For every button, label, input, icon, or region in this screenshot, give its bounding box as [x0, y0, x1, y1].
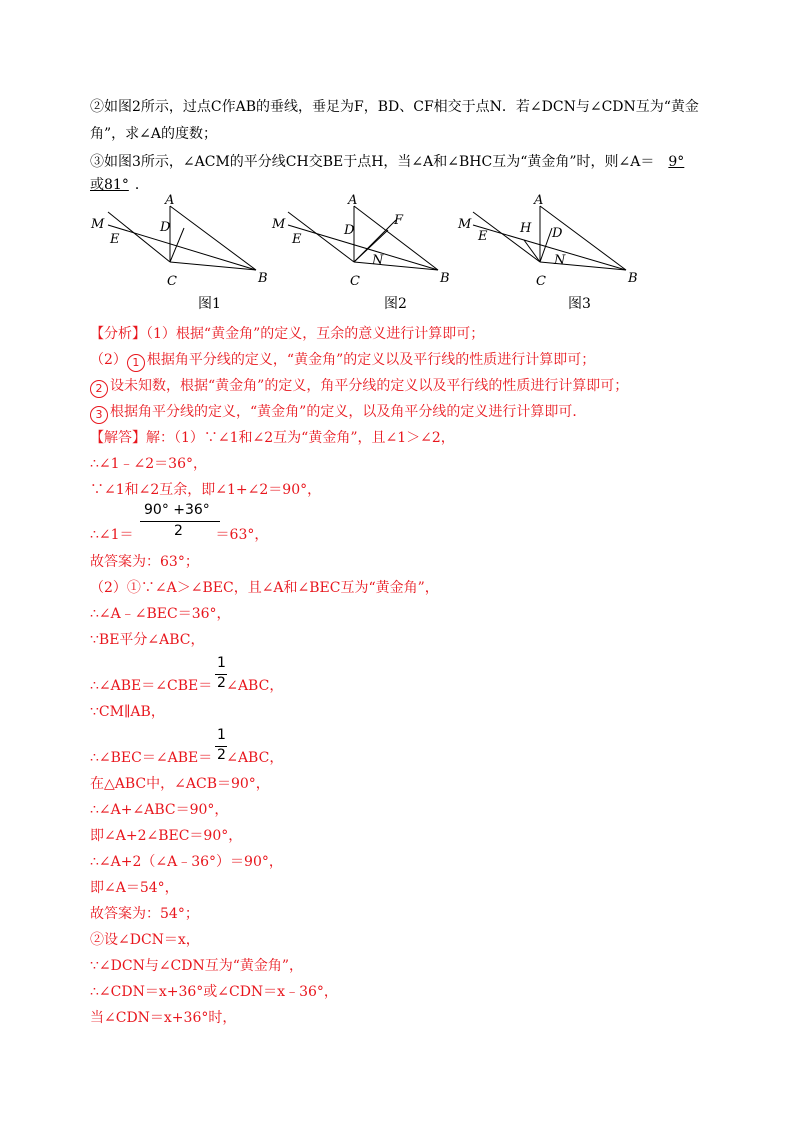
caption-fig-3: 图3: [568, 296, 591, 312]
fraction-90-plus-36-over-2: 90° +36° 2: [140, 502, 224, 546]
figure-2: [288, 206, 438, 270]
solution-line-6: （2）①∵∠A＞∠BEC，且∠A和∠BEC互为“黄金角”，: [90, 580, 439, 596]
svg-text:N: N: [372, 253, 384, 268]
solution-line-18: ②设∠DCN＝x，: [90, 932, 200, 948]
solution-line-15: ∴∠A+2（∠A﹣36°）＝90°，: [90, 854, 283, 870]
solution-line-19: ∵∠DCN与∠CDN互为“黄金角”，: [90, 958, 304, 974]
solution-line-1: 【解答】解：（1）∵∠1和∠2互为“黄金角”，且∠1＞∠2，: [90, 430, 455, 446]
solution-line-5: 故答案为：63°；: [90, 554, 199, 570]
circle-number-1: 1: [127, 354, 145, 372]
solution-line-8: ∵BE平分∠ABC，: [90, 632, 205, 648]
solution-line-16: 即∠A＝54°，: [90, 880, 179, 896]
svg-text:B: B: [258, 271, 268, 286]
analysis-line-2: （2） 1 根据角平分线的定义，“黄金角”的定义以及平行线的性质进行计算即可；: [90, 350, 595, 372]
solution-line-21: 当∠CDN＝x+36°时，: [90, 1010, 237, 1026]
svg-text:B: B: [440, 271, 450, 286]
svg-text:M: M: [91, 217, 105, 232]
svg-text:N: N: [554, 253, 566, 268]
circle-number-3: 3: [90, 406, 108, 424]
solution-line-17: 故答案为：54°；: [90, 906, 199, 922]
svg-text:B: B: [628, 271, 638, 286]
solution-line-12: 在△ABC中，∠ACB＝90°，: [90, 776, 270, 792]
fraction-one-half-1: 1 2: [217, 655, 226, 691]
svg-text:M: M: [272, 217, 286, 232]
svg-text:C: C: [167, 274, 177, 289]
svg-text:E: E: [292, 232, 302, 247]
analysis-line-1: 【分析】（1）根据“黄金角”的定义，互余的意义进行计算即可；: [90, 326, 485, 342]
answer-blank-2: 或81°: [90, 177, 129, 193]
svg-text:C: C: [350, 274, 360, 289]
answer-blank-1: 9°: [668, 154, 685, 170]
svg-text:E: E: [478, 229, 488, 244]
solution-line-13: ∴∠A+∠ABC＝90°，: [90, 802, 229, 818]
fraction-one-half-2: 1 2: [217, 727, 226, 763]
svg-text:C: C: [536, 274, 546, 289]
circle-number-2: 2: [90, 380, 108, 398]
solution-line-10: ∵CM∥AB，: [90, 704, 165, 720]
solution-line-4: ∴∠1＝ ＝63°，: [90, 527, 269, 543]
svg-text:D: D: [552, 226, 563, 241]
svg-text:D: D: [160, 220, 171, 235]
svg-text:M: M: [458, 217, 472, 232]
problem-line-4: 或81° ．: [90, 177, 149, 193]
caption-fig-1: 图1: [198, 296, 221, 312]
svg-text:A: A: [348, 193, 358, 208]
svg-text:A: A: [165, 193, 175, 208]
caption-fig-2: 图2: [384, 296, 407, 312]
solution-title: 【解答】: [90, 430, 146, 446]
figure-1: [108, 206, 256, 270]
svg-text:E: E: [110, 232, 120, 247]
solution-line-3: ∵∠1和∠2互余，即∠1+∠2＝90°，: [90, 482, 322, 498]
problem-line-3-text: ③如图3所示，∠ACM的平分线CH交BE于点H，当∠A和∠BHC互为“黄金角”时，则∠A＝: [90, 154, 655, 170]
problem-line-2: 角”，求∠A的度数；: [90, 126, 217, 142]
svg-text:D: D: [344, 223, 355, 238]
svg-text:A: A: [534, 193, 544, 208]
solution-line-7: ∴∠A﹣∠BEC＝36°，: [90, 606, 231, 622]
problem-line-3: [90, 152, 688, 172]
geometry-figures: [88, 190, 648, 315]
analysis-line-4: 3 根据角平分线的定义，“黄金角”的定义，以及角平分线的定义进行计算即可．: [90, 402, 586, 424]
svg-text:F: F: [394, 213, 404, 228]
solution-line-9: ∴∠ABE＝∠CBE＝ ∠ABC，: [90, 678, 284, 694]
figures-row: [88, 190, 648, 315]
svg-text:H: H: [520, 221, 532, 236]
solution-line-11: ∴∠BEC＝∠ABE＝ ∠ABC，: [90, 750, 284, 766]
solution-line-2: ∴∠1﹣∠2＝36°，: [90, 456, 207, 472]
problem-line-1: ②如图2所示，过点C作AB的垂线，垂足为F，BD、CF相交于点N．若∠DCN与∠CDN互为“黄金: [90, 99, 699, 115]
figure-3: [473, 206, 626, 270]
analysis-title: 【分析】: [90, 326, 146, 342]
analysis-line-3: 2 设未知数，根据“黄金角”的定义，角平分线的定义以及平行线的性质进行计算即可；: [90, 376, 628, 398]
solution-line-14: 即∠A+2∠BEC＝90°，: [90, 828, 243, 844]
solution-line-20: ∴∠CDN＝x+36°或∠CDN＝x﹣36°，: [90, 984, 338, 1000]
